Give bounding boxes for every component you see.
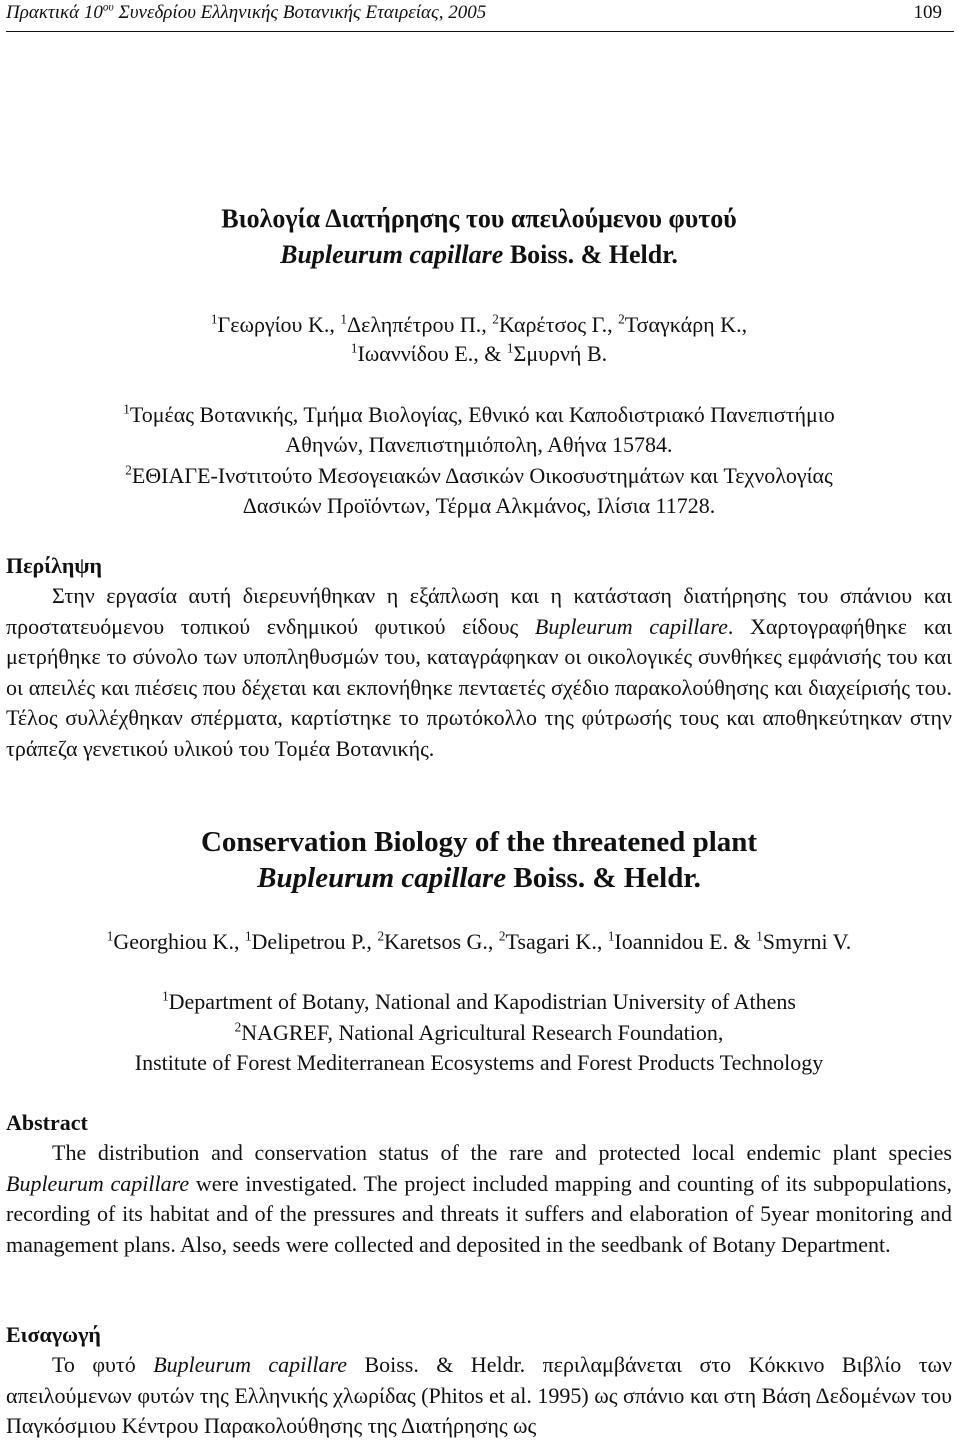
english-title <box>6 824 952 896</box>
introduction <box>6 1320 952 1442</box>
english-authors: $^1$Georghiou K., $^1$Delipetrou P., $^2$Karetsos G., $^2$Tsagari K., $^1$Ioannidou E. & $^1$Smyrni V. <box>106 928 852 954</box>
introduction-body: Το φυτό Bupleurum capillare Boiss. & Heldr. περιλαμβάνεται στο Κόκκινο Βιβλίο των απειλούμενων φυτών της Ελληνικής χλωρίδας (Phitos et al. 1995) ως σπάνιο και στη Βάση Δεδομένων του Παγκόσμιου Κέντρου Παρακολούθησης της Διατήρησης ως <box>6 1352 952 1438</box>
english-abstract <box>6 1108 952 1260</box>
running-title: Πρακτικά $10^{o\upsilon}$ Συνεδρίου Ελληνικής Βοτανικής Εταιρείας, 2005 <box>6 1 487 23</box>
running-header <box>6 2 950 30</box>
english-affiliation-2-line2: Institute of Forest Mediterranean Ecosystems and Forest Products Technology <box>134 1050 824 1075</box>
english-abstract-body: The distribution and conservation status of the rare and protected local endemic plant species Bupleurum capillare were investigated. The project included mapping and counting of its subpopulations, recording of its habitat and of the pressures and threats it suffers and elaboration of 5year monitoring and management plans. Also, seeds were collected and deposited in the seedbank of Botany Department. <box>6 1140 952 1257</box>
english-affiliation-2: $^2$NAGREF, National Agricultural Research Foundation, <box>234 1019 724 1045</box>
introduction-heading: Εισαγωγή <box>6 1322 101 1347</box>
greek-affiliation-2: $^2$ΕΘΙΑΓΕ-Ινστιτούτο Μεσογειακών Δασικών Οικοσυστημάτων και Τεχνολογίας Δασικών Προϊόντων, Τέρμα Αλκμάνος, Ιλίσια 11728. <box>125 462 833 518</box>
english-title-line2: Bupleurum capillare Boiss. & Heldr. <box>257 862 701 894</box>
greek-title-line2: Bupleurum capillare Boiss. & Heldr. <box>280 240 678 269</box>
greek-abstract <box>6 551 952 764</box>
greek-authors-line2: $^1$Ιωαννίδου Ε., & $^1$Σμυρνή Β. <box>350 340 608 366</box>
greek-authors <box>6 310 952 368</box>
english-abstract-heading: Abstract <box>6 1110 88 1135</box>
english-title-line1: Conservation Biology of the threatened plant <box>200 826 758 858</box>
greek-authors-line1: $^1$Γεωργίου Κ., $^1$Δεληπέτρου Π., $^2$Καρέτσος Γ., $^2$Τσαγκάρη Κ., <box>210 311 748 337</box>
greek-title-species: Bupleurum capillare <box>280 240 504 269</box>
greek-title <box>6 201 952 273</box>
greek-abstract-body: Στην εργασία αυτή διερευνήθηκαν η εξάπλωση και η κατάσταση διατήρησης του σπάνιου και προστατευόμενου τοπικού ενδημικού φυτικού είδους Bupleurum capillare. Χαρτογραφήθηκε και μετρήθηκε το σύνολο των υποπληθυσμών του, καταγράφηκαν οι οικολογικές συνθήκες εμφάνισής του και οι απειλές και πιέσεις που δέχεται και εκπονήθηκε πενταετές σχέδιο παρακολούθησης και διαχείρισής του. Τέλος συλλέχθηκαν σπέρματα, καρτίστηκε το πρωτόκολλο της φύτρωσής τους και αποθηκεύτηκαν στην τράπεζα γενετικού υλικού του Τομέα Βοτανικής. <box>6 583 952 761</box>
greek-affiliation-1: $^1$Τομέας Βοτανικής, Τμήμα Βιολογίας, Εθνικό και Καποδιστριακό Πανεπιστήμιο Αθηνών, Πανεπιστημιόπολη, Αθήνα 15784. <box>123 401 835 457</box>
greek-abstract-heading: Περίληψη <box>6 553 103 578</box>
english-affiliation-1: $^1$Department of Botany, National and Kapodistrian University of Athens <box>162 988 796 1014</box>
page-number: 109 <box>913 2 942 23</box>
greek-title-line1: Βιολογία Διατήρησης του απειλούμενου φυτού <box>221 204 737 233</box>
header-divider <box>6 31 954 32</box>
english-title-species: Bupleurum capillare <box>257 862 507 894</box>
english-affiliations <box>6 987 952 1079</box>
